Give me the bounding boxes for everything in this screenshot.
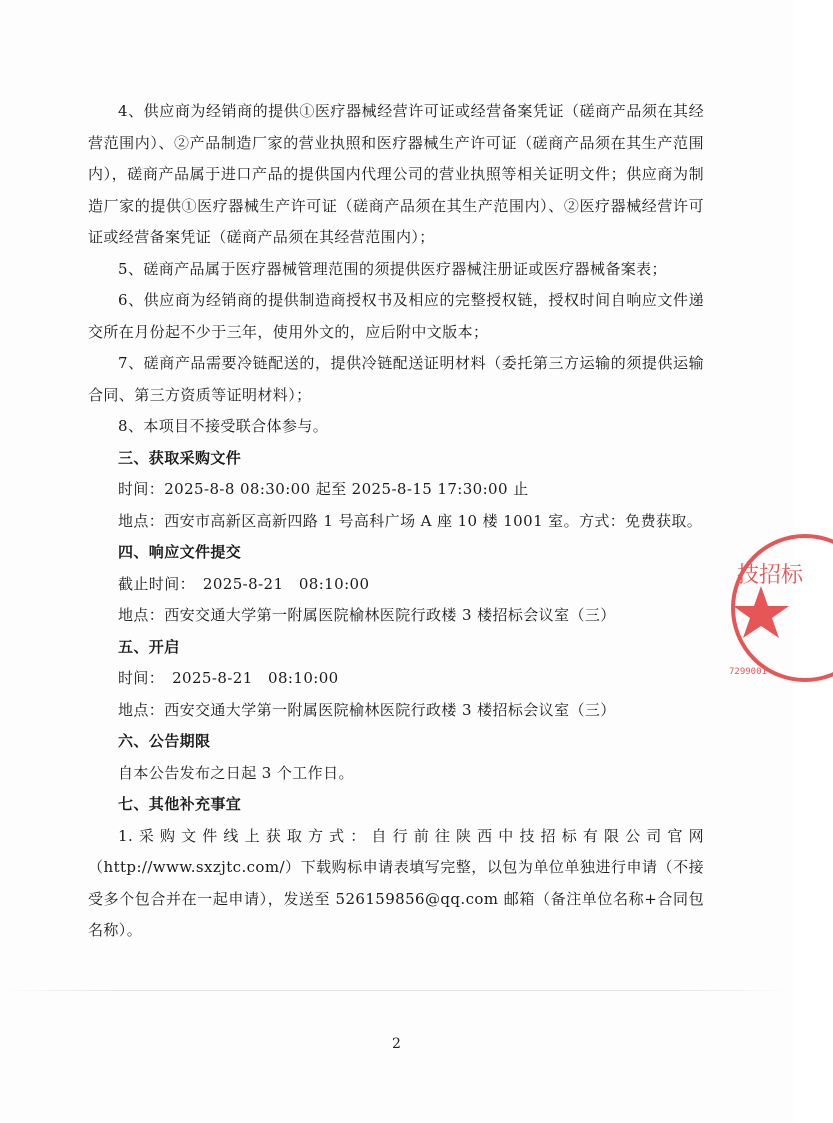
submit-location: 地点：西安交通大学第一附属医院榆林医院行政楼 3 楼招标会议室（三）	[118, 606, 616, 624]
page-number: 2	[392, 1036, 401, 1052]
item-7: 7、磋商产品需要冷链配送的，提供冷链配送证明材料（委托第三方运输的须提供运输合同、第三方资质等证明材料）；	[88, 354, 704, 404]
section-3-heading: 三、获取采购文件	[118, 448, 242, 467]
seal-star	[733, 586, 789, 638]
supplement-1: 1.采购文件线上获取方式：自行前往陕西中技招标有限公司官网（http://www.sxzjtc.com/）下载购标申请表填写完整，以包为单位单独进行申请（不接受多个包合并在一起申请），发送至 526159856@qq.com 邮箱（备注单位名称+合同包名称）。	[88, 826, 704, 939]
obtain-location: 地点：西安市高新区高新四路 1 号高科广场 A 座 10 楼 1001 室。方式：免费获取。	[118, 511, 703, 530]
seal-text: 技招标	[737, 563, 804, 588]
open-location: 地点：西安交通大学第一附属医院榆林医院行政楼 3 楼招标会议室（三）	[118, 700, 616, 719]
notice-period: 自本公告发布之日起 3 个工作日。	[118, 763, 354, 782]
document-body	[88, 96, 704, 947]
company-seal-stamp	[723, 520, 833, 685]
item-8: 8、本项目不接受联合体参与。	[118, 417, 329, 435]
item-4: 4、供应商为经销商的提供①医疗器械经营许可证或经营备案凭证（磋商产品须在其经营范围内）、②产品制造厂家的营业执照和医疗器械生产许可证（磋商产品须在其生产范围内），磋商产品属于进口产品的提供国内代理公司的营业执照等相关证明文件；供应商为制造厂家的提供①医疗器械生产许可证（磋商产品须在其生产范围内）、②医疗器械经营许可证或经营备案凭证（磋商产品须在其经营范围内）；	[88, 102, 704, 246]
item-6: 6、供应商为经销商的提供制造商授权书及相应的完整授权链，授权时间自响应文件递交所在月份起不少于三年，使用外文的，应后附中文版本；	[88, 291, 704, 341]
submit-deadline: 截止时间： 2025-8-21 08:10:00	[118, 574, 370, 593]
section-7-heading: 七、其他补充事宜	[118, 795, 242, 813]
open-time: 时间： 2025-8-21 08:10:00	[118, 669, 339, 687]
item-5: 5、磋商产品属于医疗器械管理范围的须提供医疗器械注册证或医疗器械备案表；	[118, 259, 667, 278]
seal-number: 7299001	[729, 667, 767, 677]
section-6-heading: 六、公告期限	[118, 732, 211, 750]
obtain-time: 时间：2025-8-8 08:30:00 起至 2025-8-15 17:30:00 止	[118, 480, 529, 498]
footer-divider	[0, 990, 793, 991]
section-5-heading: 五、开启	[118, 637, 180, 656]
section-4-heading: 四、响应文件提交	[118, 543, 242, 561]
